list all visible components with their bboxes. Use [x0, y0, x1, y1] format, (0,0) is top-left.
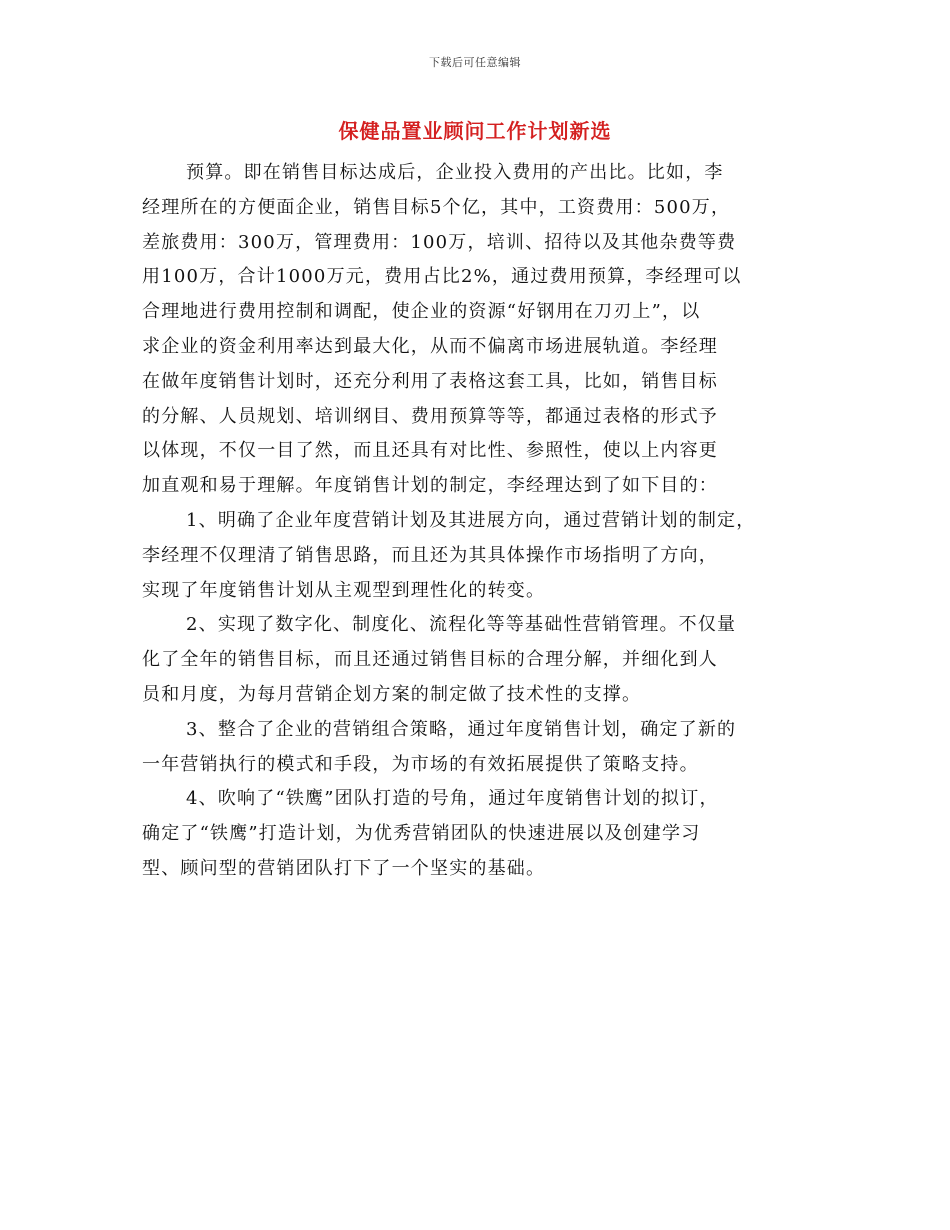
- text-line: 型、顾问型的营销团队打下了一个坚实的基础。: [142, 857, 546, 879]
- text-line: 合理地进行费用控制和调配，使企业的资源“好钢用在刀刃上”，以: [142, 301, 701, 323]
- header-note: 下载后可任意编辑: [429, 56, 521, 69]
- text-line: 加直观和易于理解。年度销售计划的制定，李经理达到了如下目的：: [142, 475, 718, 497]
- text-line: 在做年度销售计划时，还充分利用了表格这套工具，比如，销售目标: [142, 370, 718, 392]
- text-line: 3、整合了企业的营销组合策略，通过年度销售计划，确定了新的: [186, 718, 737, 740]
- text-line: 预算。即在销售目标达成后，企业投入费用的产出比。比如，李: [186, 162, 724, 183]
- text-line: 员和月度，为每月营销企划方案的制定做了技术性的支撑。: [142, 683, 642, 705]
- text-line: 实现了年度销售计划从主观型到理性化的转变。: [142, 579, 546, 601]
- text-line: 确定了“铁鹰”打造计划，为优秀营销团队的快速进展以及创建学习: [142, 823, 701, 845]
- text-line: 经理所在的方便面企业，销售目标5个亿，其中，工资费用：500万，: [142, 196, 731, 218]
- text-line: 用100万，合计1000万元，费用占比2%，通过费用预算，李经理可以: [142, 266, 742, 288]
- text-line: 李经理不仅理清了销售思路，而且还为其具体操作市场指明了方向，: [142, 544, 718, 566]
- text-line: 4、吹响了“铁鹰”团队打造的号角，通过年度销售计划的拟订，: [186, 788, 719, 810]
- text-line: 2、实现了数字化、制度化、流程化等等基础性营销管理。不仅量: [186, 614, 737, 636]
- text-line: 化了全年的销售目标，而且还通过销售目标的合理分解，并细化到人: [142, 649, 718, 671]
- text-line: 1、明确了企业年度营销计划及其进展方向，通过营销计划的制定，: [186, 509, 756, 531]
- document-body: [142, 156, 832, 887]
- text-line: 的分解、人员规划、培训纲目、费用预算等等，都通过表格的形式予: [142, 405, 718, 427]
- text-line: 以体现，不仅一目了然，而且还具有对比性、参照性，使以上内容更: [142, 440, 718, 462]
- text-line: 求企业的资金利用率达到最大化，从而不偏离市场进展轨道。李经理: [142, 335, 718, 357]
- text-line: 一年营销执行的模式和手段，为市场的有效拓展提供了策略支持。: [142, 753, 699, 775]
- text-line: 差旅费用：300万，管理费用：100万，培训、招待以及其他杂费等费: [142, 231, 737, 253]
- document-title: 保健品置业顾问工作计划新选: [338, 119, 612, 143]
